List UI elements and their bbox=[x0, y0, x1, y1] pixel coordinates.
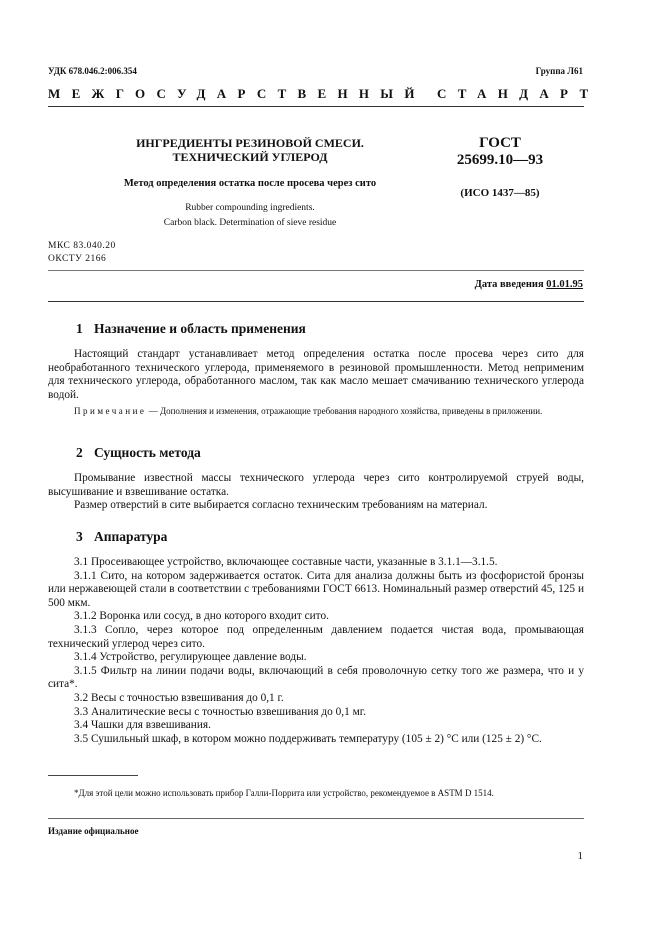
section-2-paragraph-1: Промывание известной массы технического углерода через сито контролируемой струей воды, высушивание и взвешивание остатка. bbox=[48, 472, 584, 498]
item-3-4: 3.4 Чашки для взвешивания. bbox=[74, 719, 211, 732]
item-3-5: 3.5 Сушильный шкаф, в котором можно поддерживать температуру (105 ± 2) °С или (125 ± 2) °С. bbox=[74, 732, 542, 745]
udk-code: УДК 678.046.2:006.354 bbox=[48, 66, 137, 76]
section-1-title: Назначение и область применения bbox=[94, 321, 306, 336]
banner-right: СТАНДАРТ bbox=[437, 86, 600, 101]
date-value: 01.01.95 bbox=[546, 279, 583, 290]
item-3-2: 3.2 Весы с точностью взвешивания до 0,1 г. bbox=[74, 691, 284, 704]
section-1-note bbox=[48, 405, 584, 417]
section-3-heading bbox=[76, 529, 167, 545]
section-2-body bbox=[48, 472, 584, 513]
footnote-rule bbox=[48, 775, 138, 776]
section-3-body bbox=[48, 556, 584, 746]
codes-rule bbox=[48, 270, 584, 271]
effective-date bbox=[475, 279, 583, 290]
section-1-heading bbox=[76, 321, 306, 337]
item-3-1-2: 3.1.2 Воронка или сосуд, в дно которого входит сито. bbox=[74, 610, 329, 623]
item-3-1-5: 3.1.5 Фильтр на линии подачи воды, включающий в себя проволочную сетку того же размера, что и у сита*. bbox=[48, 664, 584, 691]
section-3-title: Аппаратура bbox=[94, 529, 168, 544]
note-label: Примечание bbox=[74, 406, 147, 416]
english-title-line-1: Rubber compounding ingredients. bbox=[185, 203, 315, 213]
page-number: 1 bbox=[577, 850, 583, 862]
section-1-paragraph: Настоящий стандарт устанавливает метод определения остатка после просева через сито для необработанного технического углерода, применяемого в резиновой промышленности. Метод неприменим для технического углерода, обработанного маслом, так как масло мешает смачиванию технического углерода водой. bbox=[48, 348, 584, 401]
title-line-2: ТЕХНИЧЕСКИЙ УГЛЕРОД bbox=[172, 150, 328, 164]
title-line-1: ИНГРЕДИЕНТЫ РЕЗИНОВОЙ СМЕСИ. bbox=[136, 136, 364, 150]
section-3-number: 3 bbox=[76, 529, 83, 544]
gost-label: ГОСТ bbox=[479, 135, 521, 151]
edition-rule bbox=[48, 818, 584, 819]
okstu-code: ОКСТУ 2166 bbox=[48, 254, 107, 264]
note-text: — Дополнения и изменения, отражающие требования народного хозяйства, приведены в приложении. bbox=[146, 406, 543, 416]
edition-label: Издание официальное bbox=[48, 826, 139, 836]
header-rule bbox=[48, 106, 584, 107]
footnote: *Для этой цели можно использовать прибор Галли-Поррита или устройство, рекомендуемое в ASTM D 1514. bbox=[74, 788, 494, 798]
classification-codes bbox=[48, 240, 116, 266]
item-3-1-4: 3.1.4 Устройство, регулирующее давление воды. bbox=[74, 651, 307, 664]
method-title: Метод определения остатка после просева через сито bbox=[123, 178, 377, 189]
item-3-1: 3.1 Просеивающее устройство, включающее составные части, указанные в 3.1.1—3.1.5. bbox=[74, 556, 498, 568]
date-label: Дата введения bbox=[474, 279, 544, 290]
section-2-paragraph-2: Размер отверстий в сите выбирается согласно техническим требованиям на материал. bbox=[74, 499, 488, 512]
gost-number: 25699.10—93 bbox=[456, 152, 544, 168]
iso-reference: (ИСО 1437—85) bbox=[460, 187, 540, 199]
date-rule bbox=[48, 301, 584, 302]
english-title bbox=[110, 201, 390, 231]
section-1-number: 1 bbox=[76, 321, 83, 336]
english-title-line-2: Carbon black. Determination of sieve residue bbox=[163, 218, 337, 228]
group-code: Группа Л61 bbox=[535, 66, 583, 76]
gost-block bbox=[440, 135, 560, 169]
section-2-title: Сущность метода bbox=[94, 445, 201, 460]
banner-left: МЕЖГОСУДАРСТВЕННЫЙ bbox=[48, 86, 426, 101]
section-2-number: 2 bbox=[76, 445, 83, 460]
item-3-3: 3.3 Аналитические весы с точностью взвешивания до 0,1 мг. bbox=[74, 705, 366, 718]
mks-code: МКС 83.040.20 bbox=[48, 241, 116, 251]
item-3-1-3: 3.1.3 Сопло, через которое под определенным давлением подается чистая вода, промывающая технический углерод через сито. bbox=[48, 623, 584, 650]
title-block bbox=[120, 136, 380, 164]
item-3-1-1: 3.1.1 Сито, на котором задерживается остаток. Сита для анализа должны быть из фосфористой бронзы или нержавеющей стали в соответствии с требованиями ГОСТ 6613. Номинальный размер отверстий 45, 125 и 500 мкм. bbox=[48, 569, 584, 609]
section-2-heading bbox=[76, 445, 201, 461]
